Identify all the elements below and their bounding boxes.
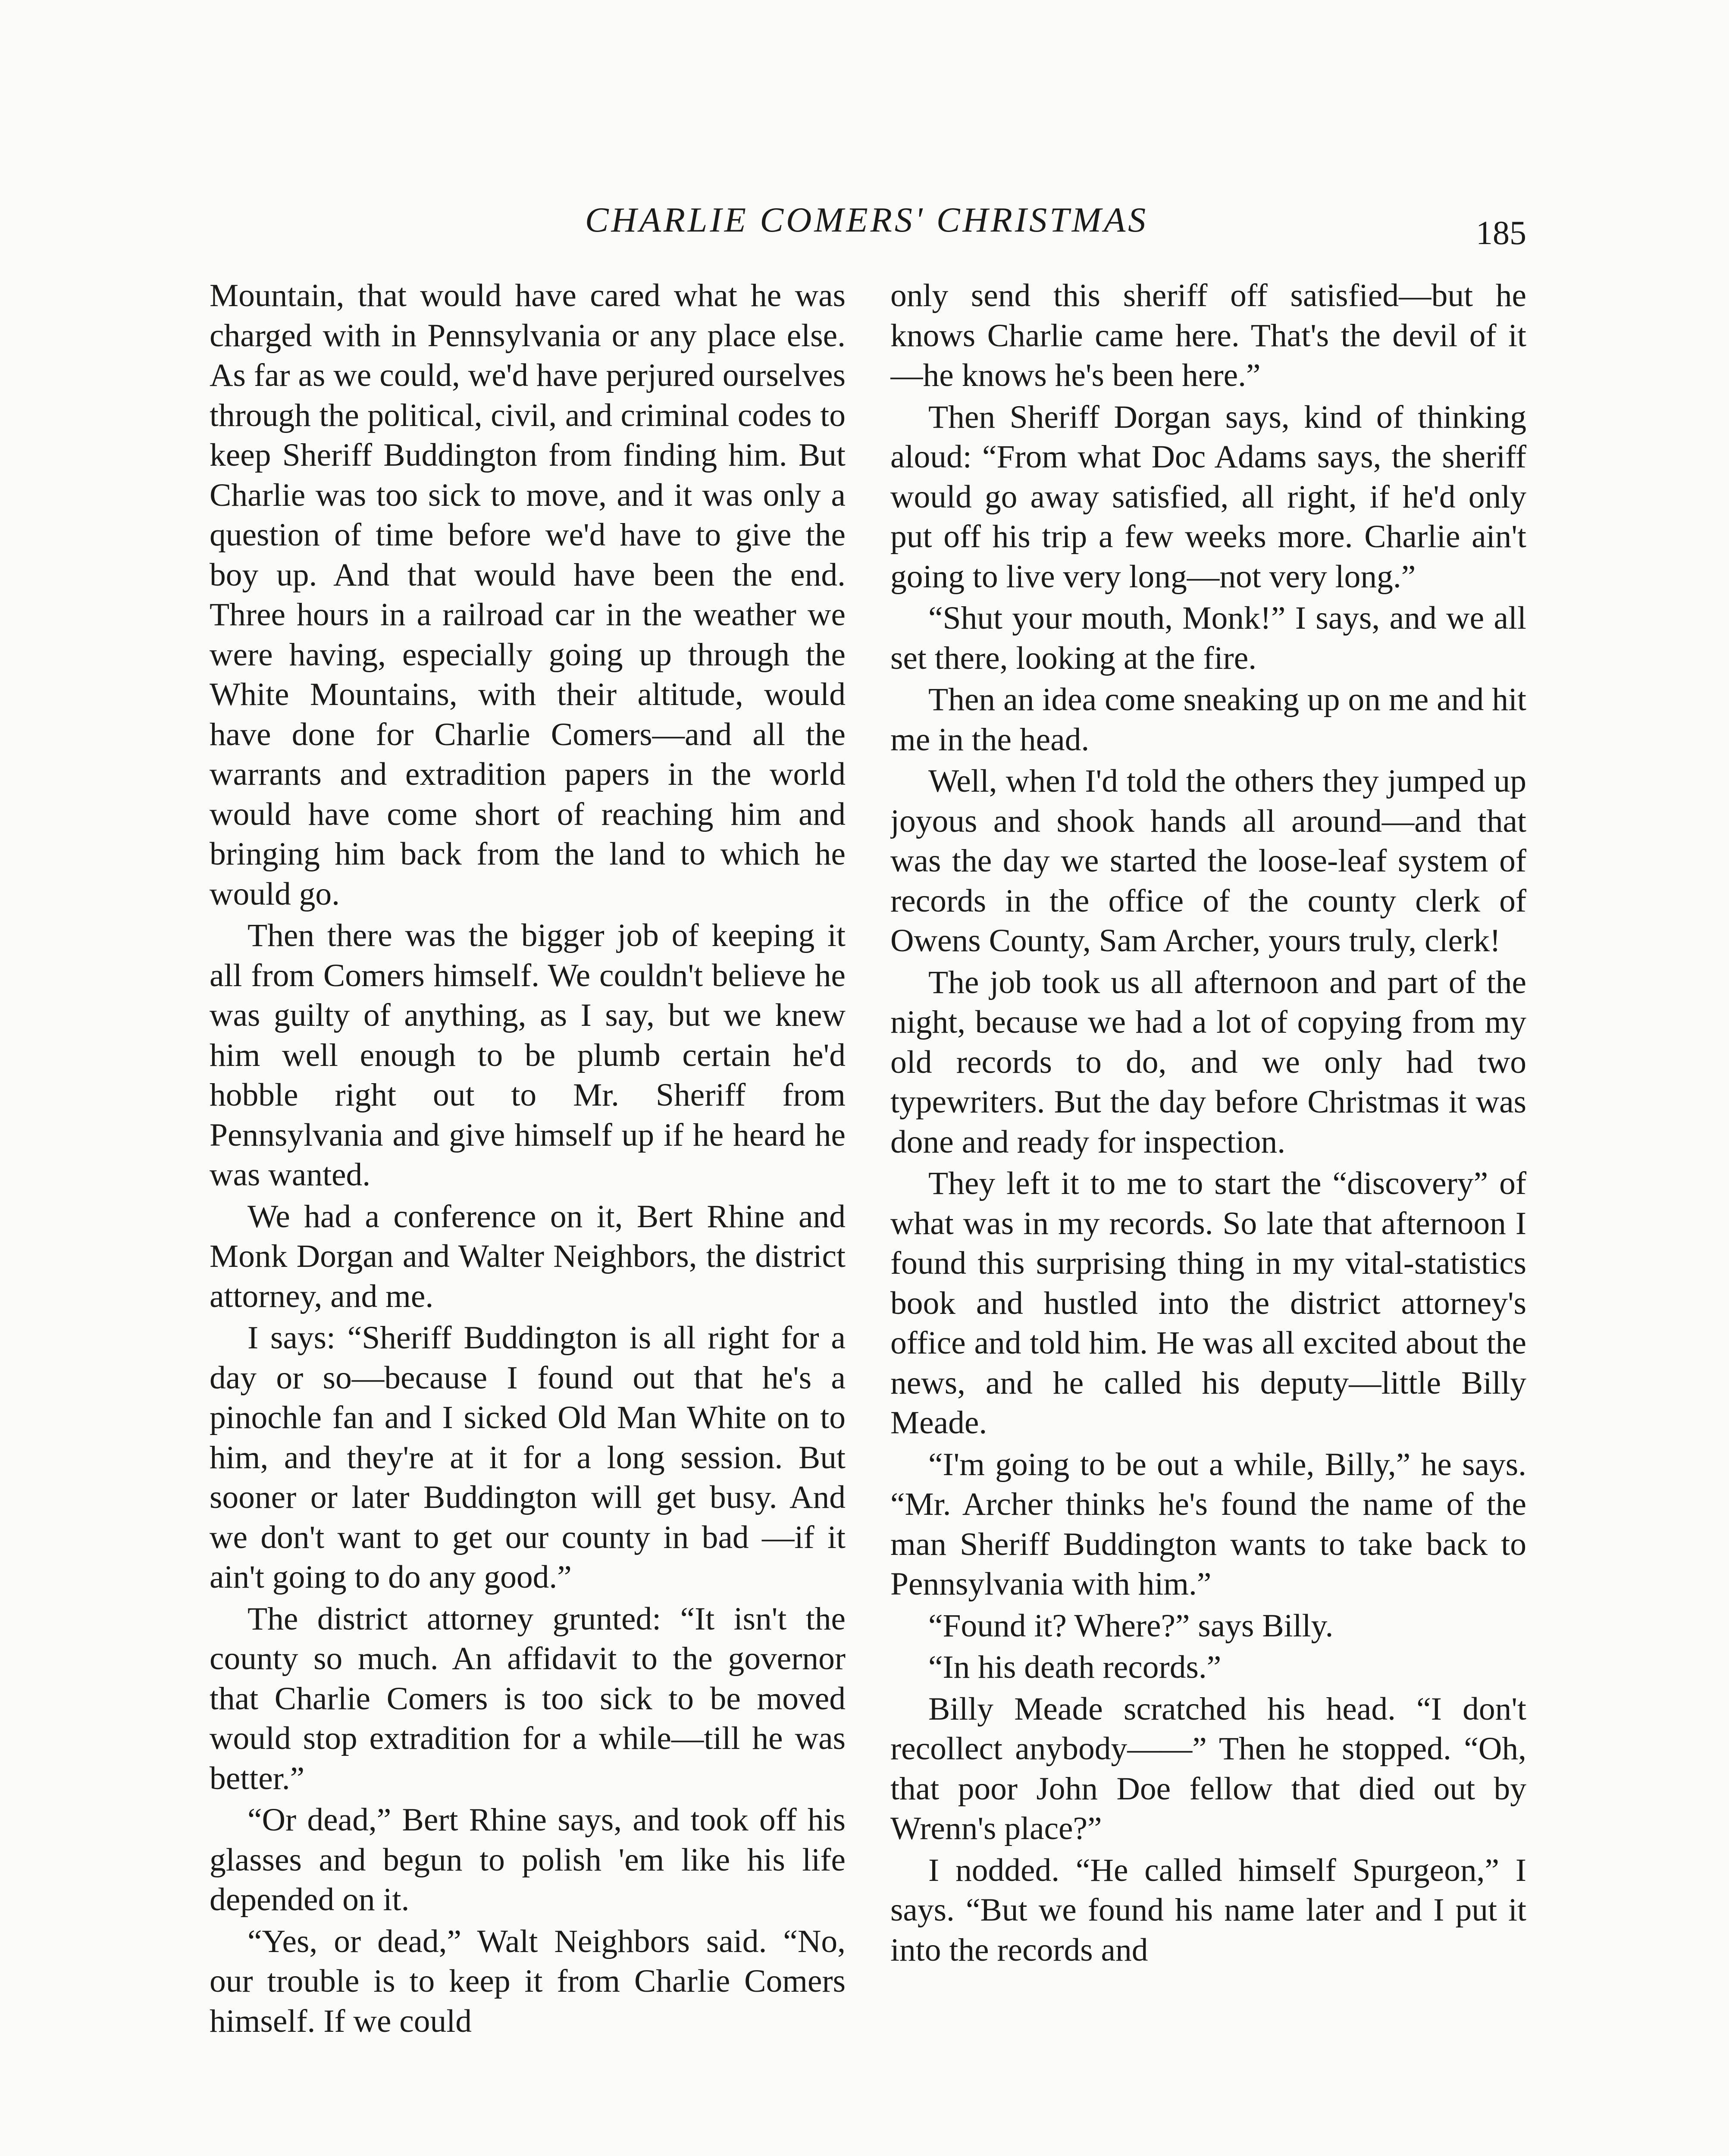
paragraph: Then Sheriff Dorgan says, kind of thinking aloud: “From what Doc Adams says, the sheriff would go away satisfied, all right, if he'd only put off his trip a few weeks more. Charlie ain't going to live very long—not very long.”: [890, 399, 1526, 595]
paragraph: “Yes, or dead,” Walt Neighbors said. “No, our trouble is to keep it from Charlie Comers himself. If we could: [210, 1923, 846, 2039]
paragraph: “I'm going to be out a while, Billy,” he says. “Mr. Archer thinks he's found the name of the man Sheriff Buddington wants to take back to Pennsylvania with him.”: [890, 1446, 1526, 1602]
paragraph: The district attorney grunted: “It isn't the county so much. An affidavit to the governor that Charlie Comers is too sick to be moved would stop extradition for a while—till he was better.”: [210, 1601, 846, 1796]
paragraph: only send this sheriff off satisfied—but he knows Charlie came here. That's the devil of it—he knows he's been here.”: [890, 278, 1526, 393]
paragraph: I says: “Sheriff Buddington is all right for a day or so—because I found out that he's a pinochle fan and I sicked Old Man White on to him, and they're at it for a long session. But sooner or later Buddington will get busy. And we don't want to get our county in bad —if it ain't going to do any good.”: [210, 1320, 846, 1595]
paragraph: They left it to me to start the “discovery” of what was in my records. So late that afternoon I found this surprising thing in my vital-statistics book and hustled into the district attorney's office and told him. He was all excited about the news, and he called his deputy—little Billy Meade.: [890, 1166, 1526, 1441]
paragraph: Billy Meade scratched his head. “I don't recollect anybody——” Then he stopped. “Oh, that poor John Doe fellow that died out by Wrenn's place?”: [890, 1691, 1526, 1846]
paragraph: “Or dead,” Bert Rhine says, and took off his glasses and begun to polish 'em like his life depended on it.: [210, 1802, 846, 1918]
running-title: CHARLIE COMERS' CHRISTMAS: [585, 200, 1149, 239]
paragraph: Mountain, that would have cared what he was charged with in Pennsylvania or any place else. As far as we could, we'd have perjured ourselves through the political, civil, and criminal codes to keep Sheriff Buddington from finding him. But Charlie was too sick to move, and it was only a question of time before we'd have to give the boy up. And that would have been the end. Three hours in a railroad car in the weather we were having, especially going up through the White Mountains, with their altitude, would have done for Charlie Comers—and all the warrants and extradition papers in the world would have come short of reaching him and bringing him back from the land to which he would go.: [210, 278, 846, 912]
paragraph: “Shut your mouth, Monk!” I says, and we all set there, looking at the fire.: [890, 600, 1526, 676]
paragraph: I nodded. “He called himself Spurgeon,” I says. “But we found his name later and I put it into the records and: [890, 1852, 1526, 1968]
page-number: 185: [1476, 214, 1526, 251]
right-column: [890, 276, 1526, 2156]
paragraph: Then an idea come sneaking up on me and hit me in the head.: [890, 682, 1526, 758]
paragraph: Then there was the bigger job of keeping it all from Comers himself. We couldn't believe he was guilty of anything, as I say, but we knew him well enough to be plumb certain he'd hobble right out to Mr. Sheriff from Pennsylvania and give himself up if he heard he was wanted.: [210, 918, 846, 1193]
paragraph: “Found it? Where?” says Billy.: [928, 1608, 1334, 1644]
paragraph: “In his death records.”: [928, 1649, 1222, 1685]
left-column: [210, 276, 846, 2156]
paragraph: Well, when I'd told the others they jumped up joyous and shook hands all around—and that was the day we started the loose-leaf system of records in the office of the county clerk of Owens County, Sam Archer, yours truly, clerk!: [890, 763, 1526, 959]
paragraph: The job took us all afternoon and part of the night, because we had a lot of copying from my old records to do, and we only had two typewriters. But the day before Christmas it was done and ready for inspection.: [890, 964, 1526, 1160]
page-header: [207, 196, 1526, 257]
paragraph: We had a conference on it, Bert Rhine and Monk Dorgan and Walter Neighbors, the district attorney, and me.: [210, 1198, 846, 1314]
